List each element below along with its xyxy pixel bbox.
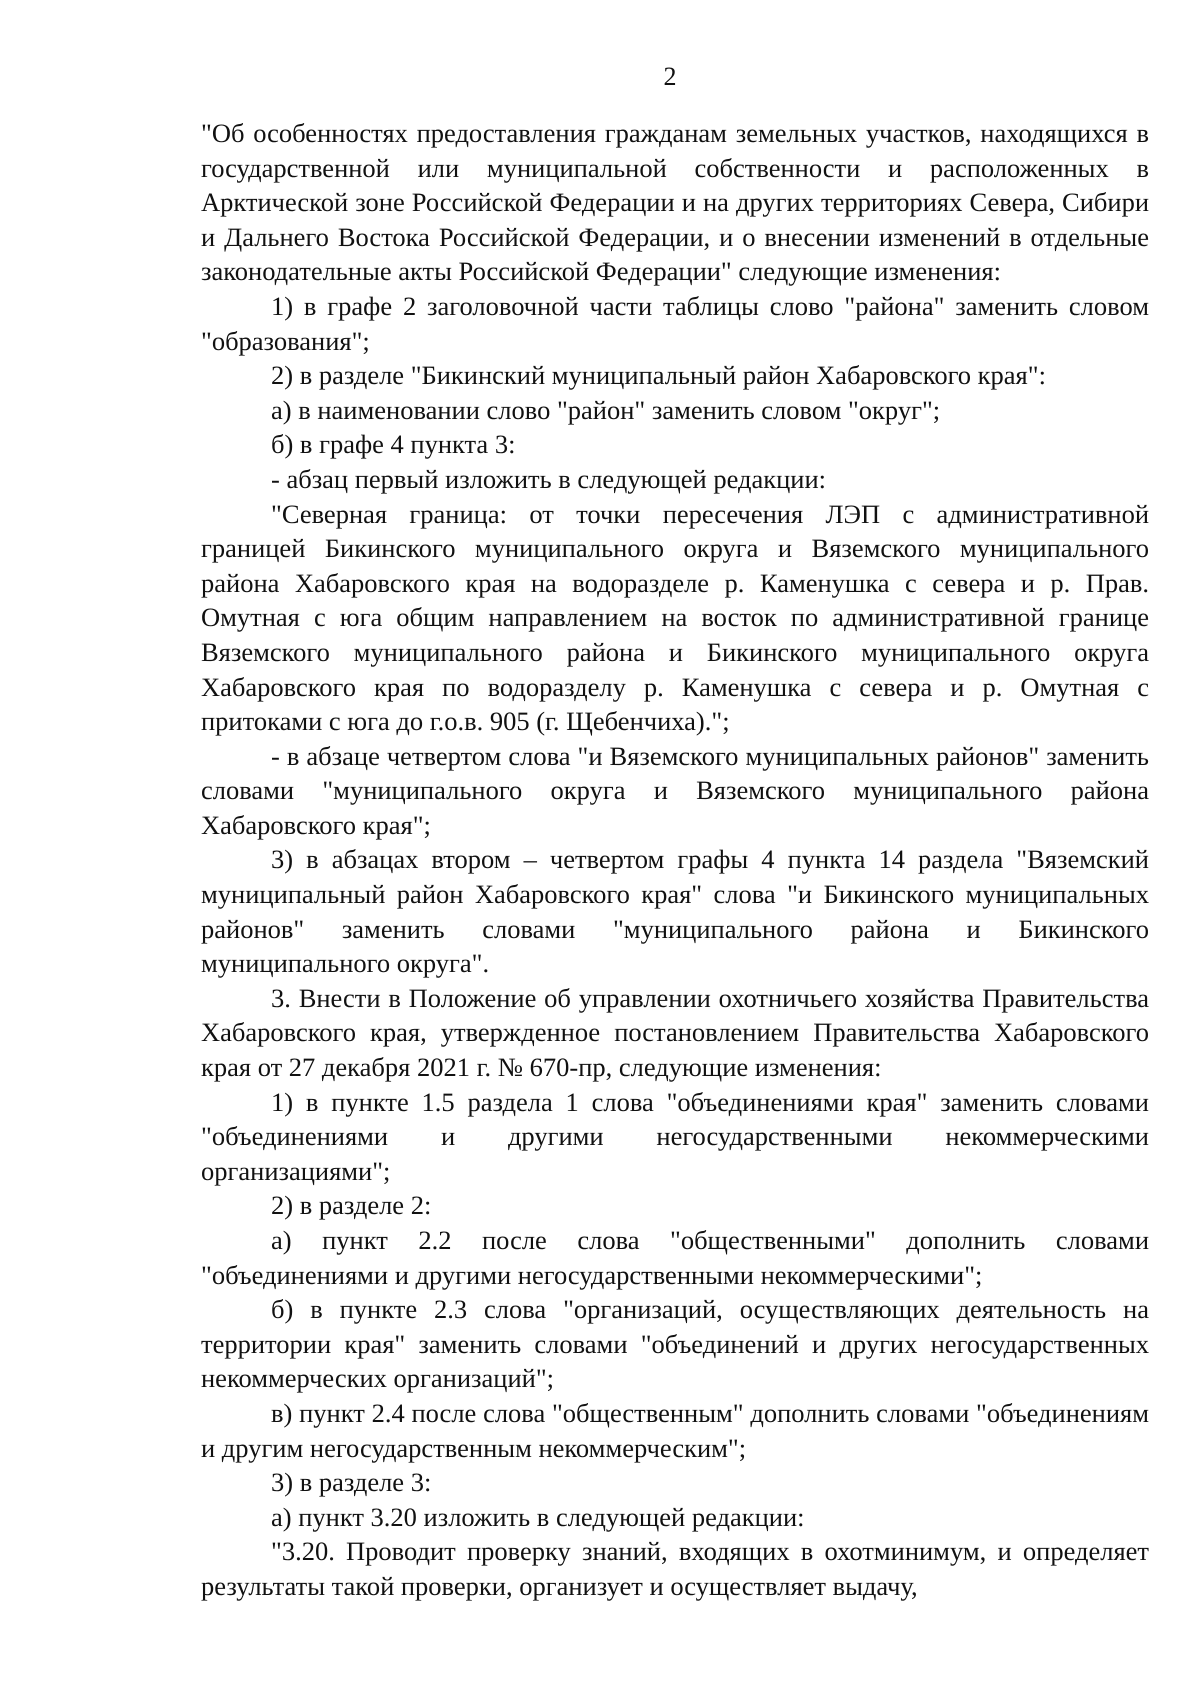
- paragraph: а) пункт 3.20 изложить в следующей редакции:: [271, 1501, 805, 1532]
- paragraph: 2) в разделе 2:: [271, 1190, 432, 1221]
- paragraph: 1) в пункте 1.5 раздела 1 слова "объединениями края" заменить словами "объединениями и другими негосударственными некоммерческими организациями";: [201, 1086, 1149, 1186]
- document-body: [201, 116, 1149, 1604]
- paragraph: б) в графе 4 пункта 3:: [271, 429, 516, 460]
- paragraph: "Об особенностях предоставления гражданам земельных участков, находящихся в государственной или муниципальной собственности и расположенных в Арктической зоне Российской Федерации и на других территориях Севера, Сибири и Дальнего Востока Российской Федерации, и о внесении изменений в отдельные законодательные акты Российской Федерации" следующие изменения:: [201, 118, 1149, 287]
- paragraph: 3. Внести в Положение об управлении охотничьего хозяйства Правительства Хабаровского края, утвержденное постановлением Правительства Хабаровского края от 27 декабря 2021 г. № 670-пр, следующие изменения:: [201, 982, 1149, 1083]
- paragraph: 1) в графе 2 заголовочной части таблицы слово "района" заменить словом "образования";: [201, 290, 1149, 356]
- paragraph: б) в пункте 2.3 слова "организаций, осуществляющих деятельность на территории края" заменить словами "объединений и других негосударственных некоммерческих организаций";: [201, 1294, 1149, 1394]
- paragraph: - в абзаце четвертом слова "и Вяземского муниципальных районов" заменить словами "муниципального округа и Вяземского муниципального района Хабаровского края";: [201, 740, 1149, 840]
- paragraph: а) пункт 2.2 после слова "общественными" дополнить словами "объединениями и другими негосударственными некоммерческими";: [201, 1225, 1149, 1290]
- page-number: 2: [663, 62, 677, 91]
- paragraph: 2) в разделе "Бикинский муниципальный район Хабаровского края":: [271, 360, 1046, 391]
- paragraph: 3) в разделе 3:: [271, 1467, 432, 1498]
- paragraph: 3) в абзацах втором – четвертом графы 4 пункта 14 раздела "Вяземский муниципальный район Хабаровского края" слова "и Бикинского муниципальных районов" заменить словами "муниципального района и Бикинского муниципального округа".: [201, 844, 1149, 979]
- paragraph: в) пункт 2.4 после слова "общественным" дополнить словами "объединениям и другим негосударственным некоммерческим";: [201, 1397, 1149, 1463]
- paragraph: - абзац первый изложить в следующей редакции:: [271, 463, 827, 494]
- paragraph: "3.20. Проводит проверку знаний, входящих в охотминимум, и определяет результаты такой проверки, организует и осуществляет выдачу,: [201, 1536, 1149, 1601]
- paragraph: а) в наименовании слово "район" заменить словом "округ";: [271, 394, 941, 425]
- paragraph: "Северная граница: от точки пересечения ЛЭП с административной границей Бикинского муниципального округа и Вяземского муниципального района Хабаровского края на водоразделе р. Каменушка с севера и р. Прав. Омутная с юга общим направлением на восток по административной границе Вяземского муниципального района и Бикинского муниципального округа Хабаровского края по водоразделу р. Каменушка с севера и р. Омутная с притоками с юга до г.о.в. 905 (г. Щебенчиха).";: [201, 498, 1149, 737]
